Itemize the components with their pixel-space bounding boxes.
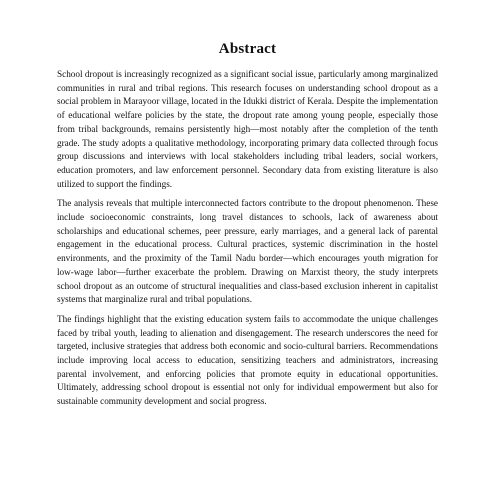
abstract-paragraph-2: The analysis reveals that multiple interconnected factors contribute to the dropout phenomenon. These include socioeconomic constraints, long travel distances to schools, lack of awareness about scholarships and educational schemes, peer pressure, early marriages, and a general lack of parental engagement in the educational process. Cultural practices, systemic discrimination in the hostel environments, and the proximity of the Tamil Nadu border—which encourages youth migration for low-wage labor—further exacerbate the problem. Drawing on Marxist theory, the study interprets school dropout as an outcome of structural inequalities and class-based exclusion inherent in capitalist systems that marginalize rural and tribal populations. <box>57 198 438 305</box>
abstract-paragraph-1: School dropout is increasingly recognized as a significant social issue, particularly among marginalized communities in rural and tribal regions. This research focuses on understanding school dropout as a social problem in Marayoor village, located in the Idukki district of Kerala. Despite the implementation of educational welfare policies by the state, the dropout rate among young people, especially those from tribal backgrounds, remains persistently high—most notably after the completion of the tenth grade. The study adopts a qualitative methodology, incorporating primary data collected through focus group discussions and interviews with local stakeholders including tribal leaders, social workers, education promoters, and law enforcement personnel. Secondary data from existing literature is also utilized to support the findings. <box>57 69 438 189</box>
document-page <box>57 40 438 415</box>
page-title: Abstract <box>218 41 277 57</box>
abstract-paragraph-3: The findings highlight that the existing education system fails to accommodate the unique challenges faced by tribal youth, leading to alienation and disengagement. The research underscores the need for targeted, inclusive strategies that address both economic and socio-cultural barriers. Recommendations include improving local access to education, sensitizing teachers and administrators, increasing parental involvement, and enforcing policies that promote equity in educational opportunities. Ultimately, addressing school dropout is essential not only for individual empowerment but also for sustainable community development and social progress. <box>57 313 438 407</box>
